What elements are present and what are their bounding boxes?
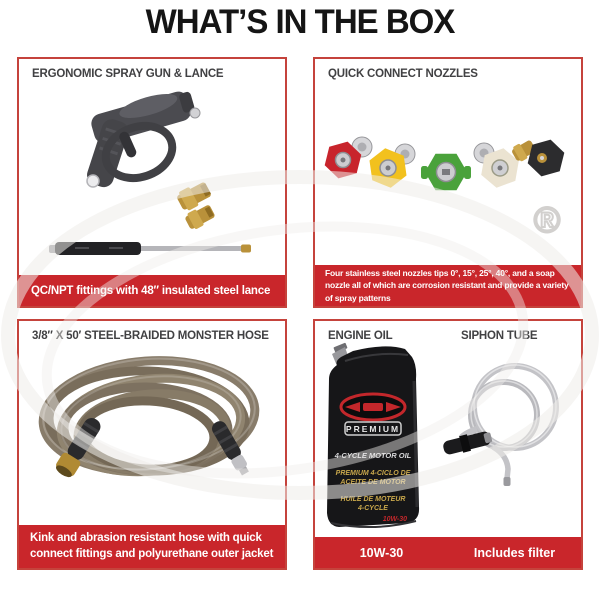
panel-oil-title: ENGINE OIL	[328, 330, 393, 342]
oil-siphon-banner	[315, 537, 581, 568]
pouch-line1: 4-CYCLE MOTOR OIL	[334, 451, 412, 460]
gun-inlet-fitting	[190, 108, 200, 118]
siphon-tube	[442, 365, 556, 486]
panel-spray-gun	[17, 57, 287, 308]
oil-banner-text: 10W-30	[359, 545, 404, 560]
spray-gun-image	[84, 85, 200, 189]
hose-banner: Kink and abrasion resistant hose with quick connect fittings and polyurethane outer jacket	[19, 525, 285, 568]
nozzle-red	[322, 137, 372, 182]
oil-pouch	[327, 343, 419, 527]
nozzles-banner: Four stainless steel nozzles tips 0°, 15°, 25°, 40°, and a soap nozzle all of which are corrosion resistant and provide a variety of spray patterns	[315, 265, 581, 306]
nozzle-green	[421, 154, 471, 190]
pouch-premium-label: PREMIUM	[345, 424, 401, 434]
nozzle-black	[510, 136, 567, 181]
panel-nozzles	[313, 57, 583, 308]
page-title: WHAT’S IN THE BOX	[145, 2, 455, 41]
siphon-banner-text: Includes filter	[473, 545, 556, 560]
watermark-registered-mark: ®	[533, 199, 561, 240]
panel-spray-gun-title: ERGONOMIC SPRAY GUN & LANCE	[32, 68, 224, 80]
oil-siphon-illustration	[315, 321, 581, 568]
pouch-grade: 10W-30	[382, 516, 407, 523]
lance-brass-tip	[241, 245, 251, 253]
pouch-line4: HUILE DE MOTEUR	[340, 496, 406, 503]
gun-outlet	[87, 175, 99, 187]
panel-hose	[17, 319, 287, 570]
panel-nozzles-title: QUICK CONNECT NOZZLES	[328, 68, 478, 80]
panel-oil-siphon	[313, 319, 583, 570]
pouch-line5: 4-CYCLE	[358, 505, 388, 512]
nozzle-yellow	[368, 144, 415, 190]
pouch-line3: ACEITE DE MOTOR	[340, 479, 406, 486]
panel-siphon-title: SIPHON TUBE	[461, 330, 538, 342]
spray-gun-banner: QC/NPT fittings with 48″ insulated steel lance	[19, 275, 285, 306]
lance-image	[49, 242, 251, 255]
pouch-line2: PREMIUM 4-CICLO DE	[335, 470, 411, 477]
spray-gun-illustration	[19, 59, 285, 306]
panel-hose-title: 3/8″ X 50′ STEEL-BRAIDED MONSTER HOSE	[32, 330, 269, 342]
